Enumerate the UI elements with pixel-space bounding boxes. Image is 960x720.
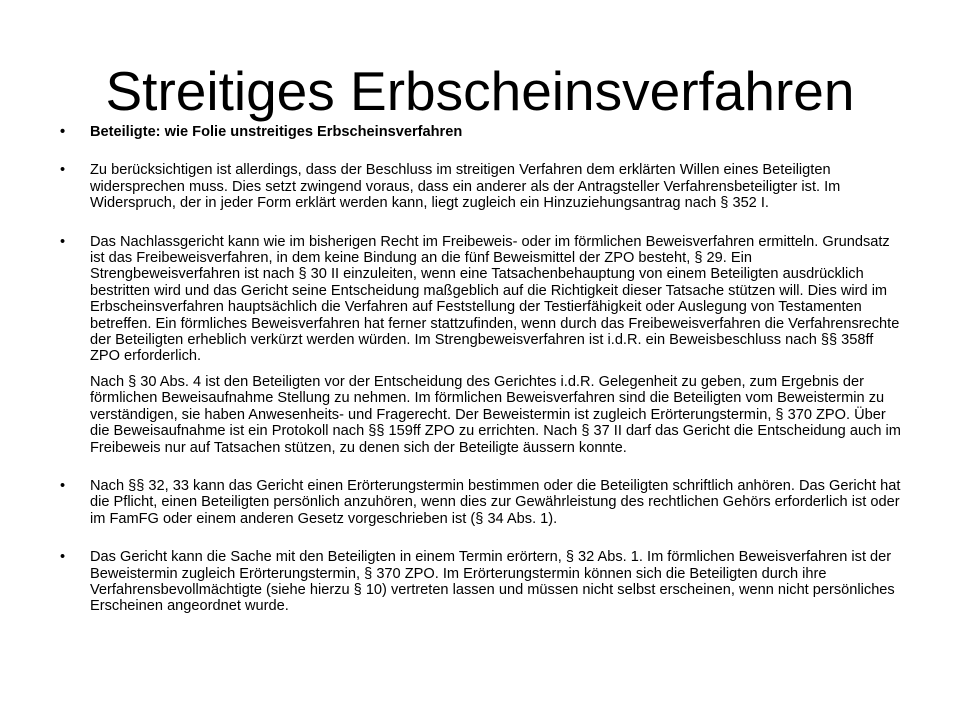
bullet-marker: • <box>60 233 66 250</box>
bullet-list <box>60 124 902 615</box>
bullet-item-1 <box>60 124 902 140</box>
bullet-item-4 <box>60 478 902 527</box>
bullet-marker: • <box>60 124 66 140</box>
bullet-item-2 <box>60 162 902 211</box>
bullet-item-5 <box>60 549 902 615</box>
bullet-marker: • <box>60 162 66 179</box>
slide-title: Streitiges Erbscheinsverfahren <box>105 60 855 122</box>
bullet-text: Beteiligte: wie Folie unstreitiges Erbscheinsverfahren <box>90 124 463 140</box>
bullet-text-continued: Nach § 30 Abs. 4 ist den Beteiligten vor der Entscheidung des Gerichtes i.d.R. Gelegenheit zu geben, zum Ergebnis der förmlichen Beweisaufnahme Stellung zu nehmen. Im förmlichen Beweisverfahren sind die Beteiligten vom Beweistermin zu verständigen, sie haben Anwesenheits- und Fragerecht. Der Beweistermin ist zugleich Erörterungstermin, § 370 ZPO. Über die Beweisaufnahme ist ein Protokoll nach §§ 159ff ZPO zu errichten. Nach § 37 II darf das Gericht die Entscheidung auch im Freibeweis nur auf Tatsachen stützen, zu denen sich der Beteiligte äussern konnte. <box>90 373 901 456</box>
bullet-text: Das Gericht kann die Sache mit den Beteiligten in einem Termin erörtern, § 32 Abs. 1. Im förmlichen Beweisverfahren ist der Beweistermin zugleich Erörterungstermin, § 370 ZPO. Im Erörterungstermin können sich die Beteiligten durch ihre Verfahrensbevollmächtigte (siehe hierzu § 10) vertreten lassen und müssen nicht selbst erscheinen, wenn nicht persönliches Erscheinen angeordnet wurde. <box>90 549 895 615</box>
bullet-text: Nach §§ 32, 33 kann das Gericht einen Erörterungstermin bestimmen oder die Beteiligten schriftlich anhören. Das Gericht hat die Pflicht, einen Beteiligten persönlich anzuhören, wenn dies zur Gewährleistung des rechtlichen Gehörs erforderlich ist oder im FamFG oder einem anderen Gesetz vorgeschrieben ist (§ 34 Abs. 1). <box>90 477 901 527</box>
bullet-marker: • <box>60 549 66 566</box>
bullet-item-3 <box>60 234 902 456</box>
bullet-text: Das Nachlassgericht kann wie im bisherigen Recht im Freibeweis- oder im förmlichen Beweisverfahren ermitteln. Grundsatz ist das Freibeweisverfahren, in dem keine Bindung an die fünf Beweismittel der ZPO besteht, § 29. Ein Strengbeweisverfahren ist nach § 30 II einzuleiten, wenn eine Tatsachenbehauptung von einem Beteiligten ausdrücklich bestritten wird und das Gericht seine Entscheidung maßgeblich auf die Richtigkeit dieser Tatsache stützen will. Dies wird im Erbscheinsverfahren hauptsächlich die Verfahren auf Feststellung der Testierfähigkeit oder Auslegung von Testamenten betreffen. Ein förmliches Beweisverfahren hat ferner stattzufinden, wenn durch das Freibeweisverfahren die Verfahrensrechte der Beteiligten erheblich verkürzt werden würden. Im Strengbeweisverfahren ist i.d.R. ein Beweisbeschluss nach §§ 358ff ZPO erforderlich. <box>90 233 900 365</box>
bullet-text: Zu berücksichtigen ist allerdings, dass der Beschluss im streitigen Verfahren dem erklärten Willen eines Beteiligten widersprechen muss. Dies setzt zwingend voraus, dass ein anderer als der Antragsteller Verfahrensbeteiligter ist. Im Widerspruch, der in jeder Form erklärt werden kann, liegt zugleich ein Hinzuziehungsantrag nach § 352 I. <box>90 162 841 212</box>
bullet-marker: • <box>60 477 66 494</box>
